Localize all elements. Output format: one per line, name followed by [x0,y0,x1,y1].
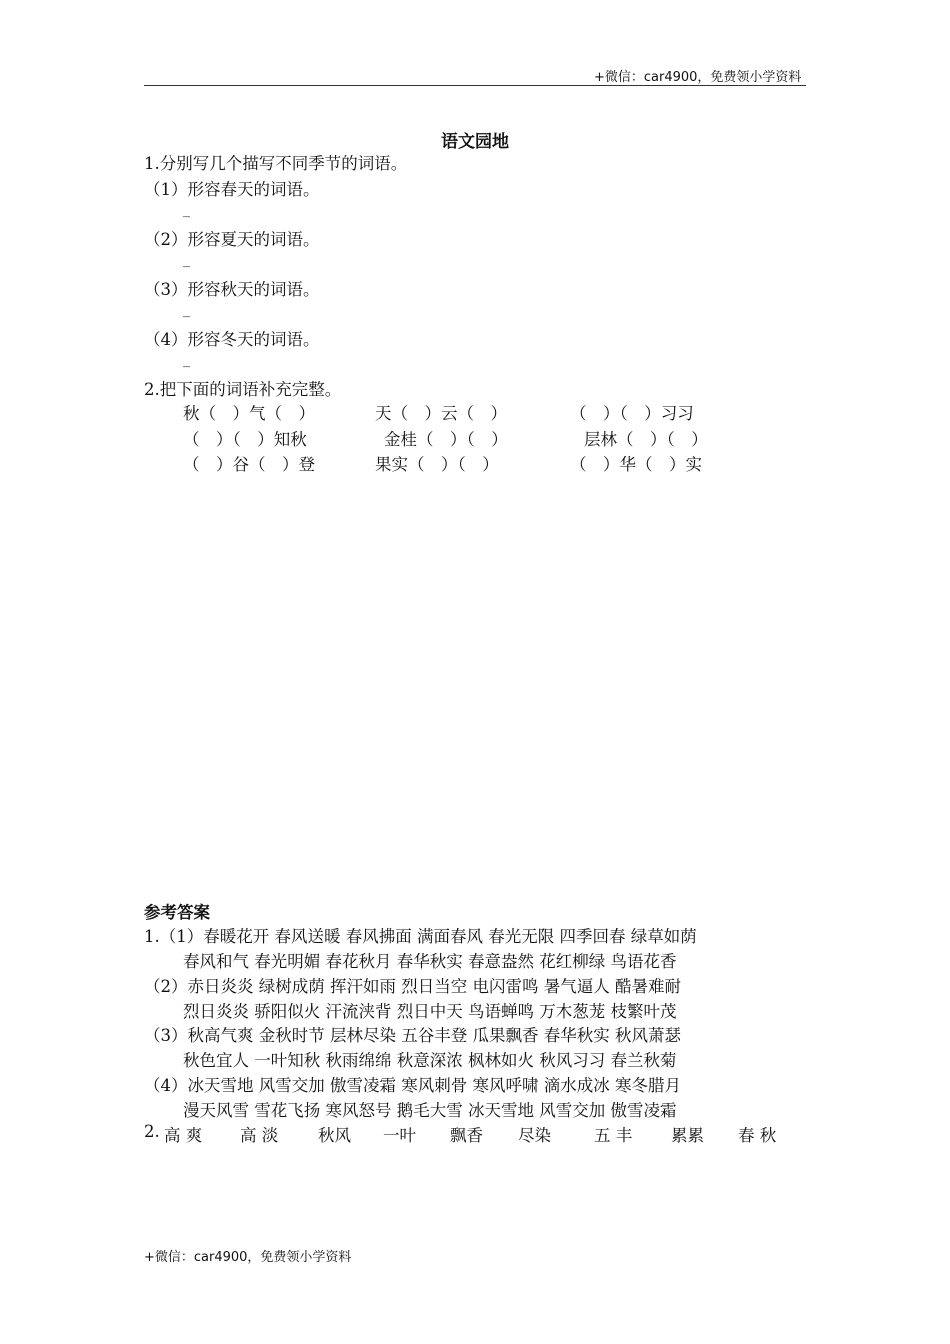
q2-answer-label: 2. [144,1122,160,1141]
answer-line: 漫天风雪 雪花飞扬 寒风怒号 鹅毛大雪 冰天雪地 风雪交加 傲雪凌霜 [183,1101,677,1120]
q2-stem: 2.把下面的词语补充完整。 [144,380,342,399]
answer-line: （4）冰天雪地 风雪交加 傲雪凌霜 寒风刺骨 寒风呼啸 滴水成冰 寒冬腊月 [144,1076,681,1095]
q2-answer: 春 秋 [738,1126,777,1145]
q2-answer: 一叶 [383,1126,416,1145]
q2-cell: （ ）（ ）习习 [570,404,694,423]
answer-line: （2）赤日炎炎 绿树成荫 挥汗如雨 烈日当空 电闪雷鸣 暑气逼人 酷暑难耐 [144,977,681,996]
page-title: 语文园地 [441,132,509,152]
q1-answer-blank-3[interactable]: _ [183,302,190,318]
q1-answer-blank-1[interactable]: _ [183,202,190,218]
q2-answer: 尽染 [518,1126,551,1145]
q2-answer: 五 丰 [594,1126,633,1145]
q1-answer-blank-4[interactable]: _ [183,352,190,368]
q2-cell: （ ）（ ）知秋 [183,430,307,449]
header-divider [144,85,806,86]
q2-cell: 层林（ ）（ ） [584,430,708,449]
q2-answer: 高 淡 [240,1126,279,1145]
answer-line: 春风和气 春光明媚 春花秋月 春华秋实 春意盎然 花红柳绿 鸟语花香 [183,952,677,971]
answer-line: 烈日炎炎 骄阳似火 汗流浃背 烈日中天 鸟语蝉鸣 万木葱茏 枝繁叶茂 [183,1002,677,1021]
footer-text: +微信：car4900，免费领小学资料 [144,1250,352,1265]
q2-cell: 天（ ）云（ ） [375,404,507,423]
q2-cell: 果实（ ）（ ） [375,455,499,474]
q2-cell: 秋（ ）气（ ） [183,404,315,423]
q2-answer: 累累 [671,1126,704,1145]
answer-line: 1.（1）春暖花开 春风送暖 春风拂面 满面春风 春光无限 四季回春 绿草如荫 [144,927,697,946]
q1-item-3: （3）形容秋天的词语。 [144,280,320,299]
q1-stem: 1.分别写几个描写不同季节的词语。 [144,154,408,173]
q2-cell: 金桂（ ）（ ） [384,430,508,449]
q1-answer-blank-2[interactable]: _ [183,252,190,268]
q2-answer: 飘香 [450,1126,483,1145]
q2-answer: 秋风 [318,1126,351,1145]
answers-heading: 参考答案 [144,903,210,922]
q2-cell: （ ）谷（ ）登 [183,455,315,474]
q1-item-1: （1）形容春天的词语。 [144,180,320,199]
header-text: +微信：car4900，免费领小学资料 [594,70,802,85]
q1-item-2: （2）形容夏天的词语。 [144,230,320,249]
answer-line: （3）秋高气爽 金秋时节 层林尽染 五谷丰登 瓜果飘香 春华秋实 秋风萧瑟 [144,1026,681,1045]
answer-line: 秋色宜人 一叶知秋 秋雨绵绵 秋意深浓 枫林如火 秋风习习 春兰秋菊 [183,1051,677,1070]
q1-item-4: （4）形容冬天的词语。 [144,330,320,349]
q2-cell: （ ）华（ ）实 [570,455,702,474]
q2-answer: 高 爽 [164,1126,203,1145]
